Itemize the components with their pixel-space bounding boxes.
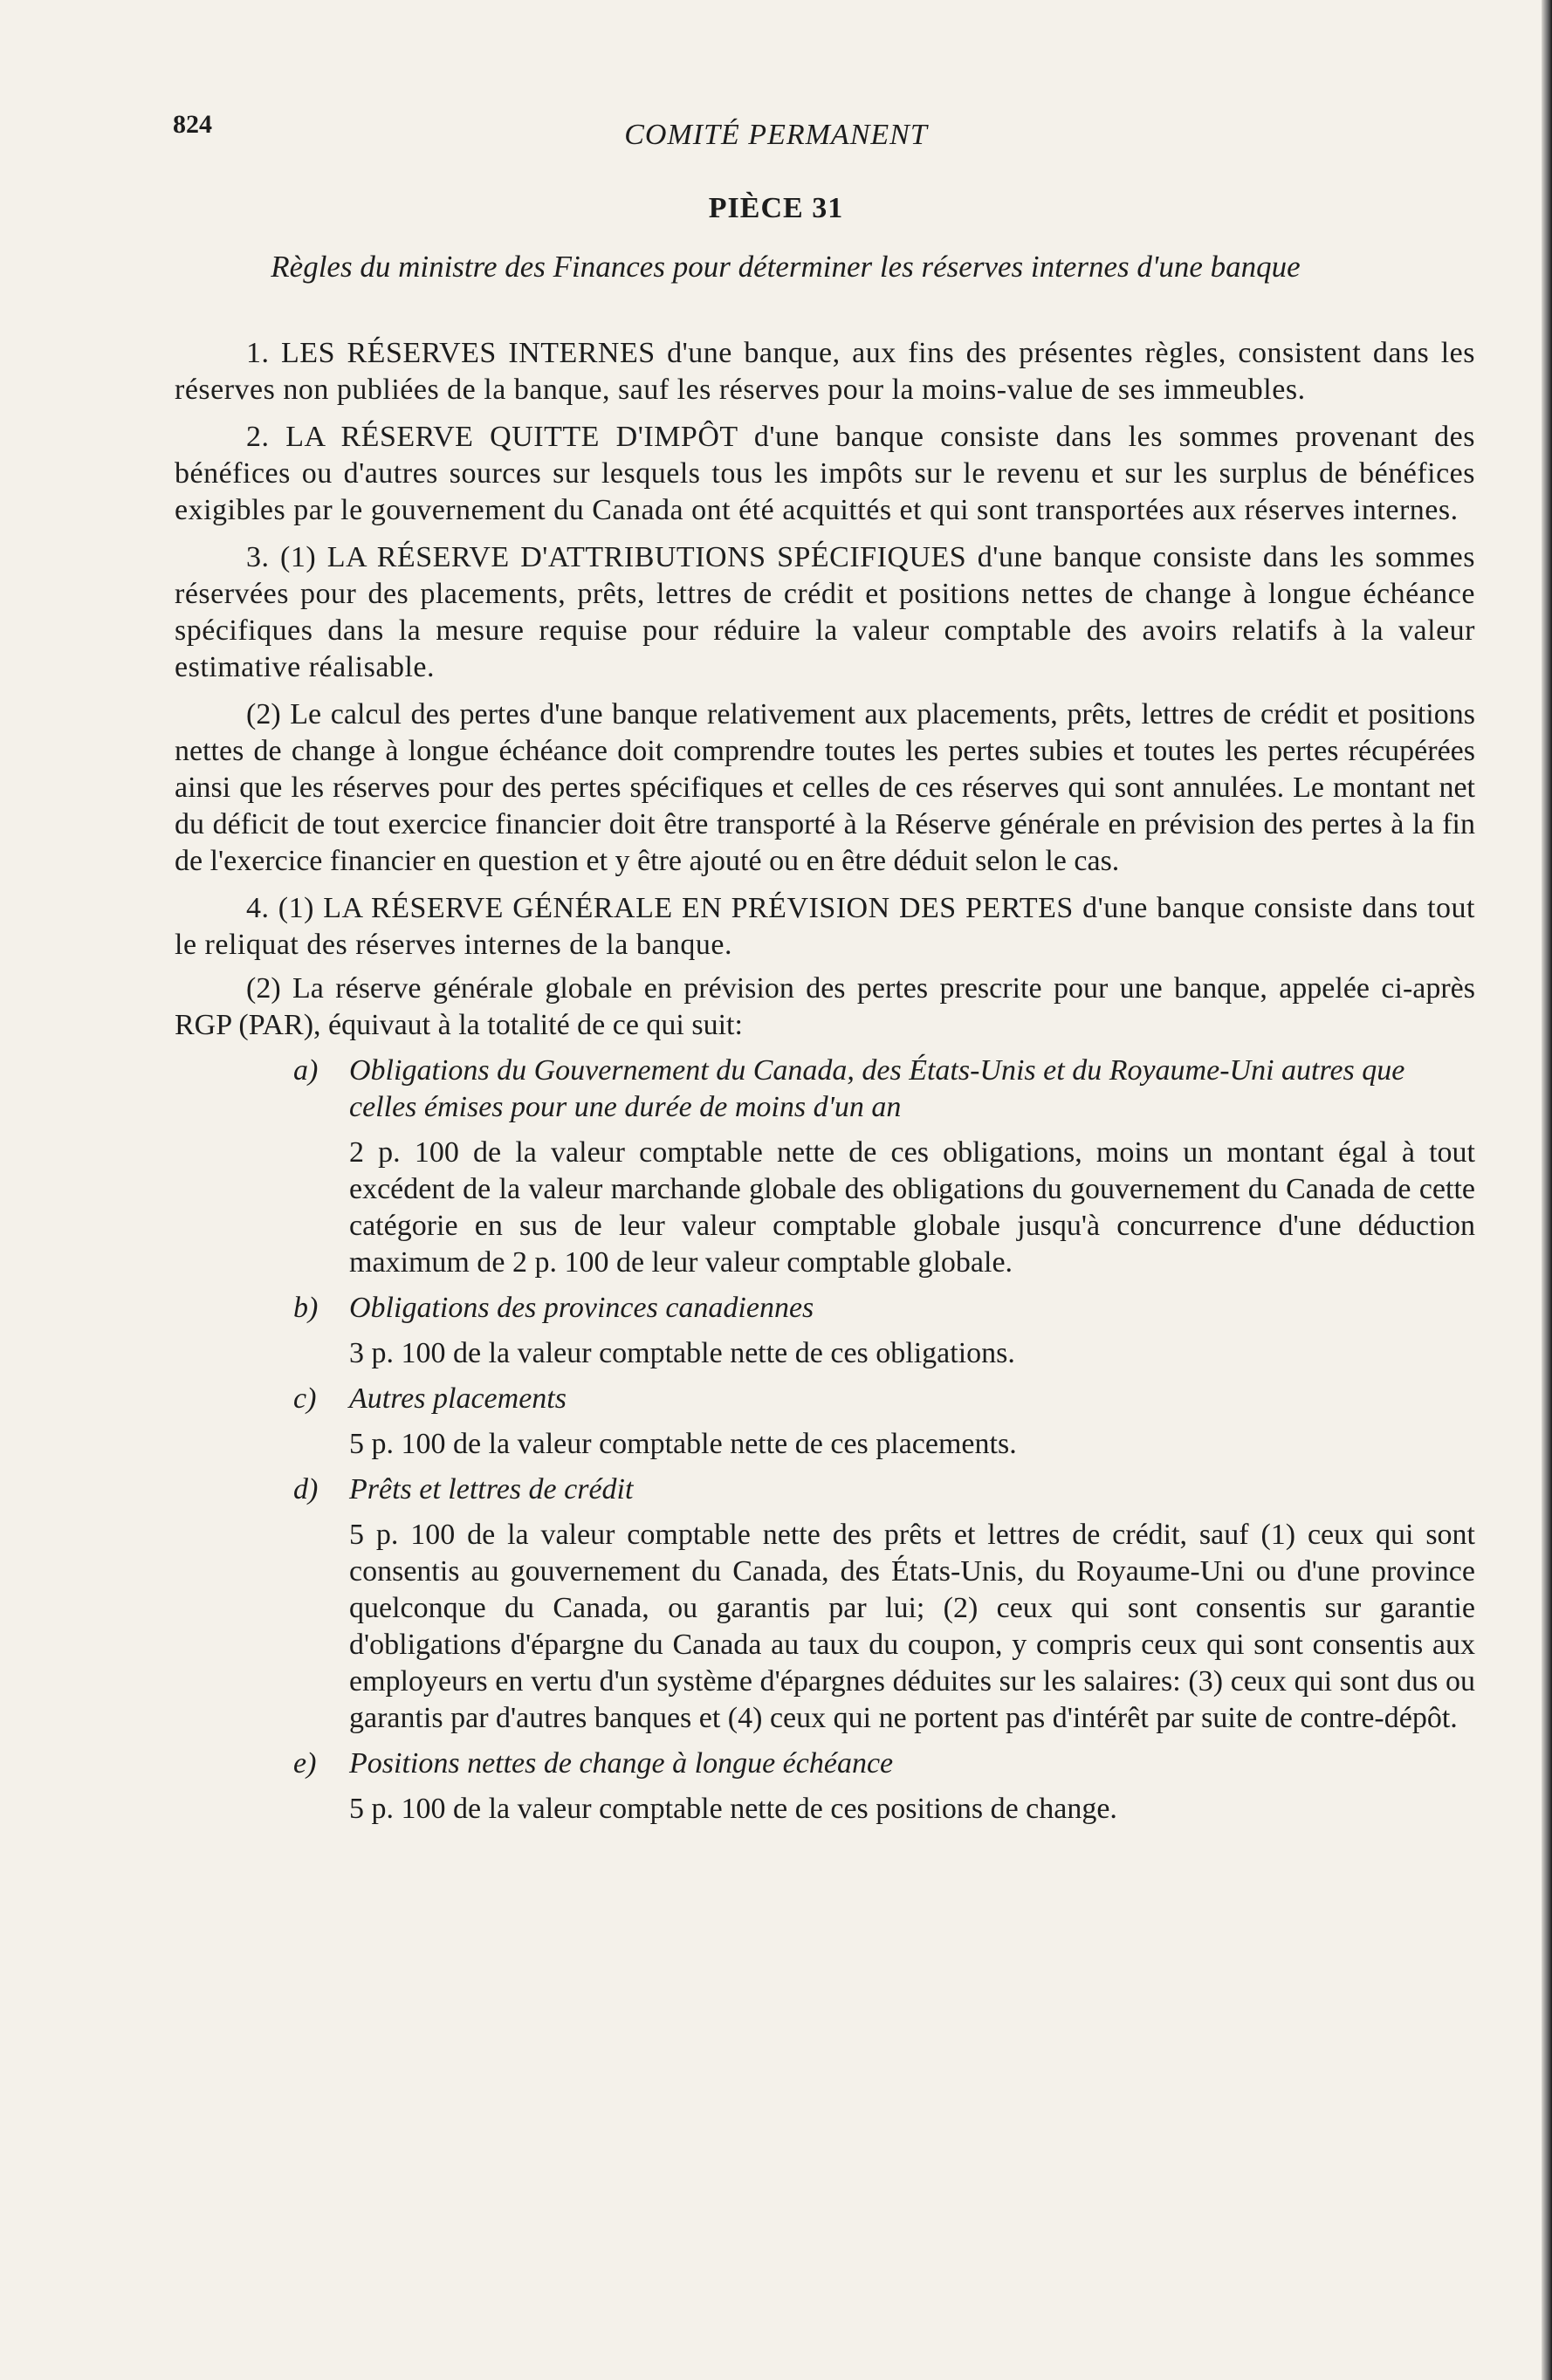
item-label: b) xyxy=(293,1292,319,1324)
item-body: 5 p. 100 de la valeur comptable nette des prêts et lettres de crédit, sauf (1) ceux qui sont consentis au gouvernement du Canada, des États-Unis, du Royaume-Uni ou d'une province quelconque du Canada, ou garantis par lui; (2) ceux qui sont consentis sur garantie d'obligations d'épargne du Canada au taux du coupon, y compris ceux qui sont consentis aux employeurs en vertu d'un système d'épargnes déduites sur les salaires: (3) ceux qui sont dus ou garantis par d'autres banques et (4) ceux qui ne portent pas d'intérêt par suite de contre-dépôt. xyxy=(349,1519,1475,1734)
item-e xyxy=(175,1746,1475,1828)
rules-title: Règles du ministre des Finances pour déterminer les réserves internes d'une banque xyxy=(271,250,1301,284)
item-label: d) xyxy=(293,1473,319,1506)
paragraph-4-2: (2) La réserve générale globale en prévision des pertes prescrite pour une banque, appelée ci-après RGP (PAR), équivaut à la totalité de ce qui suit: xyxy=(175,972,1475,1041)
item-body: 5 p. 100 de la valeur comptable nette de ces placements. xyxy=(349,1428,1017,1460)
item-heading: Autres placements xyxy=(349,1382,567,1415)
item-c xyxy=(175,1381,1475,1463)
paragraph-3-2: (2) Le calcul des pertes d'une banque relativement aux placements, prêts, lettres de crédit et positions nettes de change à longue échéance doit comprendre toutes les pertes subies et toutes les pertes récupérées ainsi que les réserves pour des pertes spécifiques et celles de ces réserves qui sont annulées. Le montant net du déficit de tout exercice financier doit être transporté à la Réserve générale en prévision des pertes à la fin de l'exercice financier en question et y être ajouté ou en être déduit selon le cas. xyxy=(175,698,1475,877)
item-heading: Obligations des provinces canadiennes xyxy=(349,1292,814,1324)
item-label: a) xyxy=(293,1054,319,1087)
item-heading: Prêts et lettres de crédit xyxy=(349,1473,634,1506)
item-d xyxy=(175,1471,1475,1737)
item-a xyxy=(175,1053,1475,1281)
document-body xyxy=(175,335,1475,1828)
paragraph-2: 2. LA RÉSERVE QUITTE D'IMPÔT d'une banque consiste dans les sommes provenant des bénéfices ou d'autres sources sur lesquels tous les impôts sur le revenu et sur les surplus de bénéfices exigibles par le gouvernement du Canada ont été acquittés et qui sont transportées aux réserves internes. xyxy=(175,421,1475,526)
page-number: 824 xyxy=(173,110,212,139)
item-label: c) xyxy=(293,1382,317,1415)
paragraph-3-1: 3. (1) LA RÉSERVE D'ATTRIBUTIONS SPÉCIFIQUES d'une banque consiste dans les sommes réservées pour des placements, prêts, lettres de crédit et positions nettes de change à longue échéance spécifiques dans la mesure requise pour réduire la valeur comptable des avoirs relatifs à la valeur estimative réalisable. xyxy=(175,541,1475,683)
paragraph-1: 1. LES RÉSERVES INTERNES d'une banque, aux fins des présentes règles, consistent dans les réserves non publiées de la banque, sauf les réserves pour la moins-value de ses immeubles. xyxy=(175,337,1475,406)
running-title: COMITÉ PERMANENT xyxy=(624,119,928,151)
item-body: 5 p. 100 de la valeur comptable nette de ces positions de change. xyxy=(349,1793,1117,1825)
item-body: 2 p. 100 de la valeur comptable nette de ces obligations, moins un montant égal à tout excédent de la valeur marchande globale des obligations du gouvernement du Canada de cette catégorie en sus de leur valeur comptable globale jusqu'à concurrence d'une déduction maximum de 2 p. 100 de leur valeur comptable globale. xyxy=(349,1136,1475,1279)
item-heading: Obligations du Gouvernement du Canada, des États-Unis et du Royaume-Uni autres que celles émises pour une durée de moins d'un an xyxy=(349,1054,1405,1123)
item-heading: Positions nettes de change à longue échéance xyxy=(349,1747,894,1780)
item-body: 3 p. 100 de la valeur comptable nette de ces obligations. xyxy=(349,1337,1015,1369)
item-b xyxy=(175,1290,1475,1372)
exhibit-title: PIÈCE 31 xyxy=(708,192,844,224)
item-label: e) xyxy=(293,1747,317,1780)
page-edge-shadow xyxy=(1542,0,1552,2380)
paragraph-4-1: 4. (1) LA RÉSERVE GÉNÉRALE EN PRÉVISION DES PERTES d'une banque consiste dans tout le reliquat des réserves internes de la banque. xyxy=(175,892,1475,961)
